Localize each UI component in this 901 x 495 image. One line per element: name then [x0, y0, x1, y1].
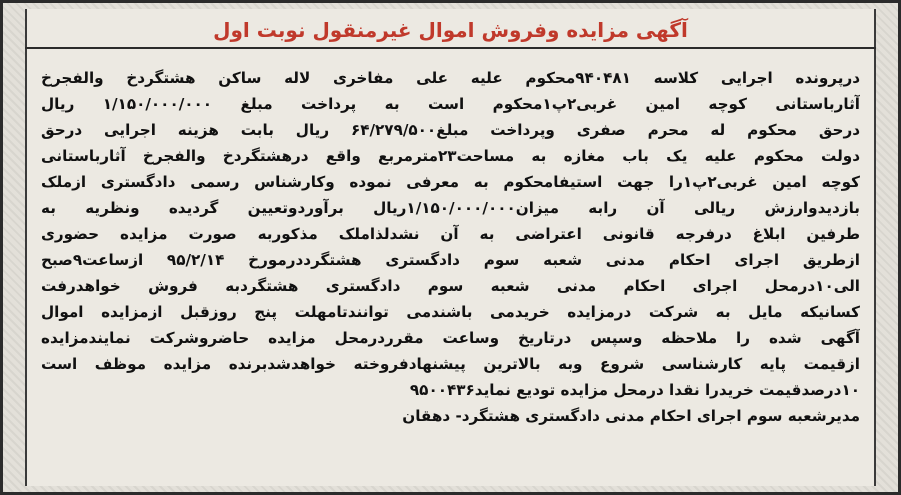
notice-line: ازطریق اجرای احکام مدنی شعبه سوم دادگستری هشتگرددرمورخ ۹۵/۲/۱۴ ازساعت۹صبح	[41, 251, 860, 269]
notice-line: ازقیمت پایه کارشناسی شروع وبه بالاترین پیشنهادفروخته خواهدشدبرنده مزایده موظف است	[41, 355, 860, 373]
notice-line: درپرونده اجرایی کلاسه ۹۴۰۴۸۱محکوم علیه علی مفاخری لاله ساکن هشتگردخ والفجرخ	[41, 69, 860, 87]
notice-line: دولت محکوم علیه یک باب مغازه به مساحت۲۳مترمربع واقع درهشتگردخ والفجرخ آثارباستانی	[41, 147, 860, 165]
notice-line: بازدیدوارزش ریالی آن رابه میزان۱/۱۵۰/۰۰۰/۰۰۰ریال برآوردوتعیین گردیده ونظریه به	[41, 199, 860, 217]
notice-title: آگهی مزایده وفروش اموال غیرمنقول نوبت اول	[213, 18, 688, 42]
notice-line: آثارباستانی کوچه امین غربی۲پ۱محکوم است به پرداخت مبلغ ۱/۱۵۰/۰۰۰/۰۰۰ ریال	[41, 95, 860, 113]
notice-line: الی۱۰درمحل اجرای احکام مدنی شعبه سوم دادگستری هشتگردبه فروش خواهدرفت	[41, 277, 860, 295]
notice-line: درحق محکوم له محرم صفری وپرداخت مبلغ۶۴/۲۷۹/۵۰۰ ریال بابت هزینه اجرایی درحق	[41, 121, 860, 139]
notice-body	[41, 65, 860, 429]
notice-line: ۱۰درصدقیمت خریدرا نقدا درمحل مزایده تودیع نماید۹۵۰۰۴۳۶	[409, 381, 860, 399]
notice-line: طرفین ابلاغ درفرجه قانونی اعتراضی به آن نشدلذاملک مذکوربه صورت مزایده حضوری	[41, 225, 860, 243]
notice-signature: مدیرشعبه سوم اجرای احکام مدنی دادگستری هشتگرد- دهقان	[402, 407, 860, 425]
notice-line: کوچه امین غربی۲پ۱را جهت استیفامحکوم به معرفی نموده وکارشناس رسمی دادگستری ازملک	[41, 173, 860, 191]
notice-line: کسانیکه مایل به شرکت درمزایده خریدمی باشندمی توانندتامهلت پنج روزقبل ازمزایده اموال	[41, 303, 860, 321]
notice-line: آگهی شده را ملاحظه وسپس درتاریخ وساعت مقرردرمحل مزایده حاضروشرکت نمایندمزایده	[41, 329, 860, 347]
title-divider	[25, 47, 876, 49]
